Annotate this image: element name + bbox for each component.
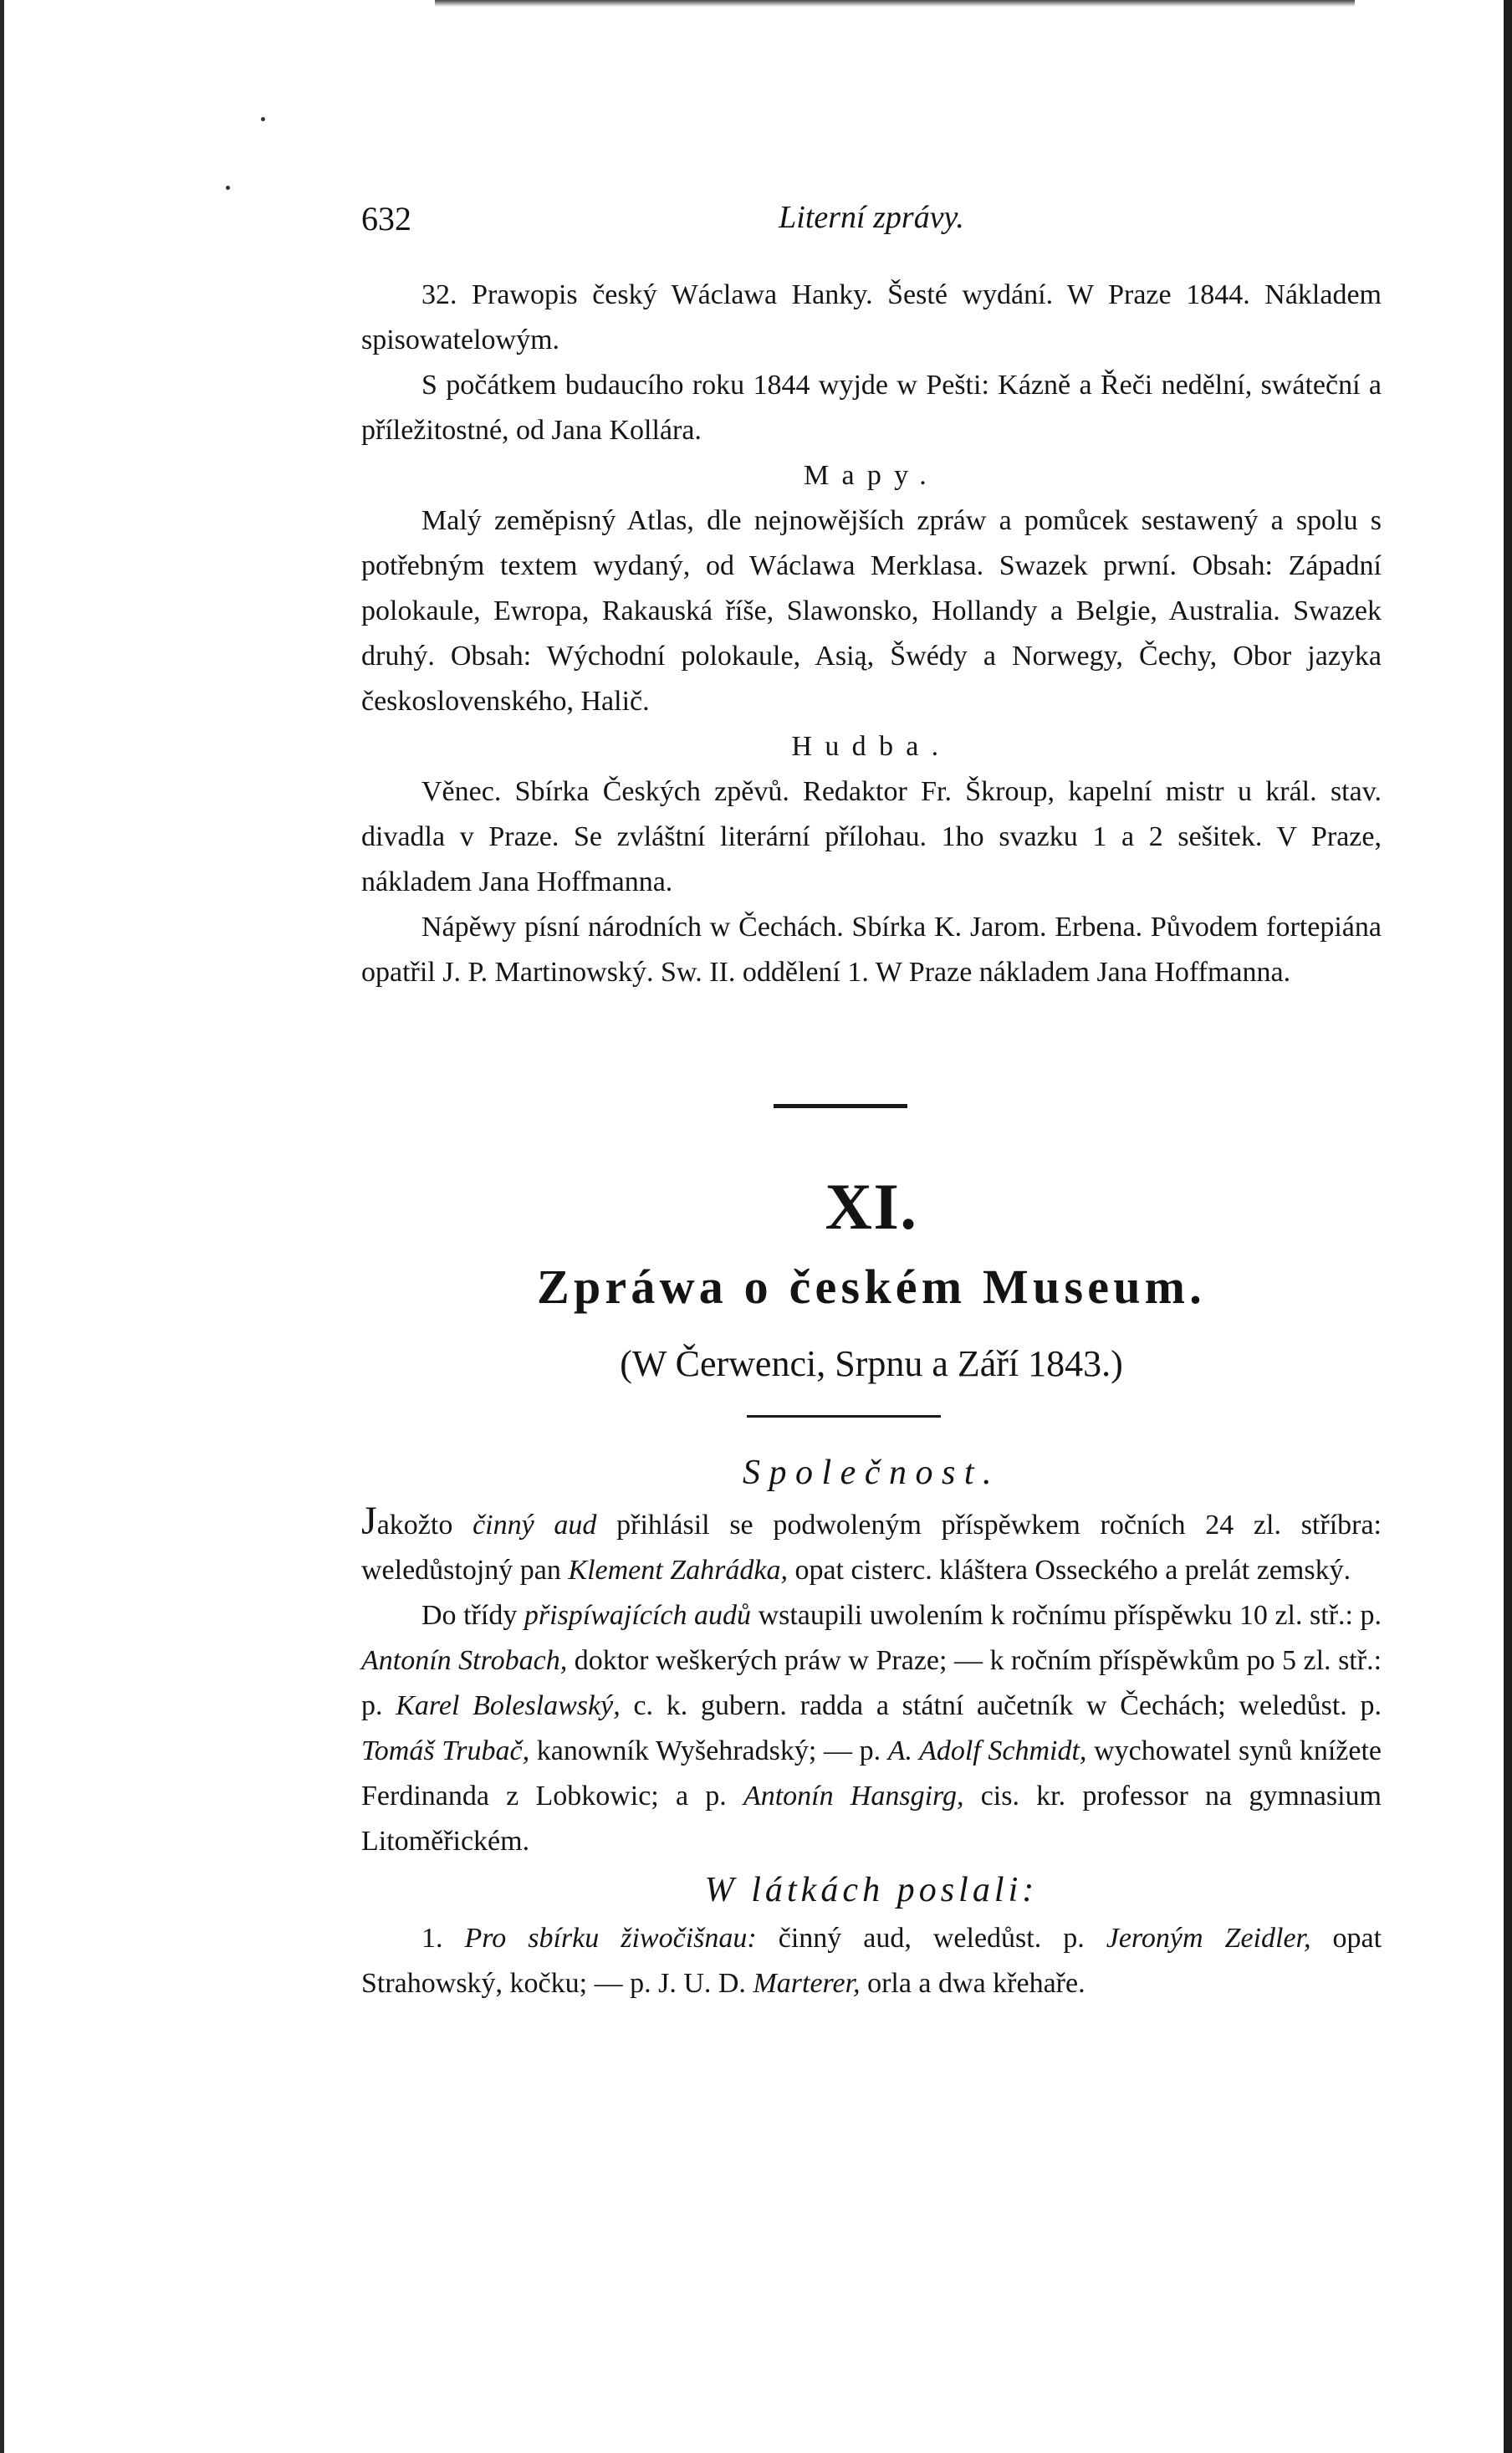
- scan-edge-right: [1504, 0, 1512, 2453]
- entry-atlas: Malý zeměpisný Atlas, dle nejnowějších zpráw a pomůcek sestawený a spolu s potřebným textem wydaný, od Wáclawa Merklasa. Swazek prwní. Obsah: Západní polokaule, Ewropa, Rakauská říše, Slawonsko, Hollandy a Belgie, Australia. Swazek druhý. Obsah: Wýchodní polokaule, Asią, Šwédy a Norwegy, Čechy, Obor jazyka československého, Halič.: [361, 505, 1382, 717]
- person-name: Jeroným Zeidler,: [1106, 1923, 1311, 1954]
- scan-edge-left: [0, 0, 4, 2453]
- section-title: Zpráwa o českém Museum.: [537, 1260, 1206, 1314]
- entry-kollar: S počátkem budaucího roku 1844 wyjde w Pešti: Kázně a Řeči nedělní, swáteční a příležitostné, od Jana Kollára.: [361, 370, 1382, 446]
- entry-napevy: Nápěwy písní národních w Čechách. Sbírka K. Jarom. Erbena. Původem fortepiána opatřil J. P. Martinowský. Sw. II. oddělení 1. W Praze nákladem Jana Hoffmanna.: [361, 912, 1382, 988]
- entry-venec: Věnec. Sbírka Českých zpěvů. Redaktor Fr. Škroup, kapelní mistr u král. stav. divadla v Praze. Se zvláštní literární přílohau. 1ho svazku 1 a 2 sešitek. V Praze, nákladem Jana Hoffmanna.: [361, 776, 1382, 897]
- section-number: XI.: [825, 1170, 918, 1243]
- heading-society: Společnost.: [743, 1454, 1000, 1492]
- divider-rule-small: [747, 1415, 941, 1418]
- page-header: [361, 199, 1382, 249]
- term-contributing-members: přispíwajících audů: [524, 1600, 751, 1631]
- term-active-member: činný aud: [472, 1510, 597, 1541]
- museum-report-block: [361, 1447, 1382, 2006]
- term-zoology-collection: Pro sbírku žiwočišnau:: [464, 1923, 757, 1954]
- person-name: Tomáš Trubač,: [361, 1735, 530, 1766]
- scan-speck: [226, 186, 230, 190]
- paragraph-contributing-members: Do třídy přispíwajících audů wstaupili uwolením k ročnímu příspěwku 10 zl. stř.: p. Antonín Strobach, doktor weškerých práw w Praze; — k ročním příspěwkům po 5 zl. stř.: p. Karel Boleslawský, c. k. gubern. radda a státní aučetník w Čechách; weledůst. p. Tomáš Trubač, kanowník Wyšehradský; — p. A. Adolf Schmidt, wychowatel synů knížete Ferdinanda z Lobkowic; a p. Antonín Hansgirg, cis. kr. professor na gymnasium Litoměřickém.: [361, 1600, 1382, 1857]
- heading-music: Hudba.: [791, 731, 952, 762]
- paragraph-zoology-donations: 1. Pro sbírku žiwočišnau: činný aud, weledůst. p. Jeroným Zeidler, opat Strahowský, kočku; — p. J. U. D. Marterer, orla a dwa křehaře.: [361, 1923, 1382, 1999]
- literary-news-block: [361, 273, 1382, 995]
- entry-prawopis: 32. Prawopis český Wáclawa Hanky. Šesté wydání. W Praze 1844. Nákladem spisowatelowým.: [361, 279, 1382, 355]
- heading-donations: W látkách poslali:: [704, 1871, 1039, 1909]
- drop-cap: J: [361, 1499, 377, 1543]
- person-name: Karel Boleslawský,: [396, 1690, 621, 1721]
- section-subtitle: (W Čerwenci, Srpnu a Září 1843.): [620, 1343, 1123, 1384]
- person-name: A. Adolf Schmidt,: [887, 1735, 1087, 1766]
- page-number: 632: [361, 200, 411, 238]
- person-name: Antonín Strobach,: [361, 1645, 568, 1676]
- scan-edge-top: [435, 0, 1355, 7]
- person-name: Klement Zahrádka,: [568, 1555, 788, 1586]
- person-name: Marterer,: [753, 1968, 861, 1999]
- person-name: Antonín Hansgirg,: [743, 1781, 964, 1812]
- heading-maps: Mapy.: [803, 460, 940, 491]
- paragraph-active-member: Jakožto činný aud přihlásil se podwoleným příspěwkem ročních 24 zl. stříbra: weledůstojný pan Klement Zahrádka, opat cisterc. kláštera Osseckého a prelát zemský.: [361, 1499, 1382, 1586]
- running-title: Literní zprávy.: [779, 200, 964, 235]
- divider-rule: [774, 1104, 907, 1108]
- scan-speck: [261, 117, 265, 121]
